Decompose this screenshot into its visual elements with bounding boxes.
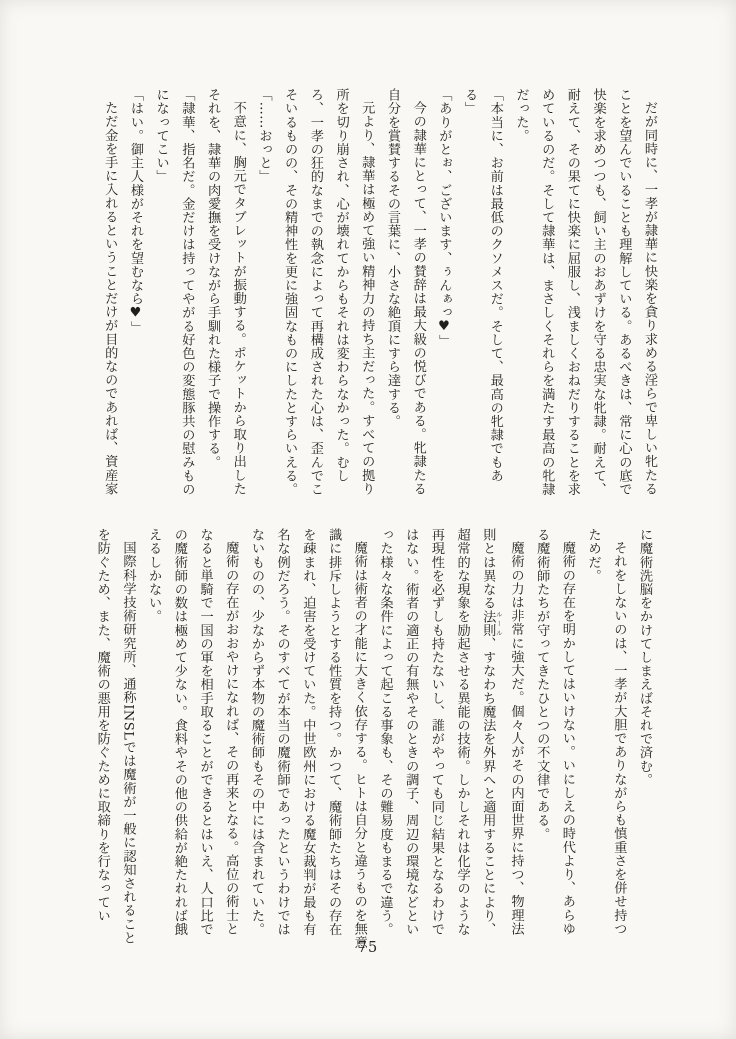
- text-line: に魔術洗脳をかけてしまえばそれで済む。: [637, 528, 652, 787]
- text-line: を疎まれ、迫害を受けていた。中世欧州における魔女裁判が最も有: [300, 528, 316, 936]
- text-block-bottom: [89, 528, 657, 954]
- text-line: だが同時に、一孝が隷華に快楽を貪り求める淫らで卑しい牝たる: [642, 101, 657, 496]
- text-line: を防ぐため、また、魔術の悪用を防ぐために取締りを行なってい: [94, 528, 110, 923]
- text-line: ないものの、少なからず本物の魔術師もその中には含まれていた。: [248, 528, 264, 936]
- text-line: 超常的な現象を励起させる異能の技術。しかしそれは化学のような: [454, 528, 470, 936]
- text-line: 快楽を求めつつも、飼い主のおあずけを守る忠実な牝隷。耐えて、: [590, 88, 606, 496]
- text-line: 国際科学技術研究所、通称INSLでは魔術が一般に認知されること: [120, 541, 136, 945]
- text-line: 名な例だろう。そのすべてが本当の魔術師であったというわけでは: [274, 528, 290, 936]
- text-line: 「ありがとぉ、ございます、ぅんぁっ♥」: [436, 88, 452, 349]
- text-line: 魔術の存在を明かしてはいけない。いにしえの時代より、あらゆ: [559, 541, 575, 936]
- text-line: そいるものの、その精神性を更に強固なものにしたとすらいえる。: [282, 88, 298, 496]
- text-line: の魔術師の数は極めて少ない。食料やその他の供給が絶たれれば餓: [171, 528, 187, 936]
- text-line: 「……おっと」: [256, 88, 272, 184]
- text-line: 所を切り崩され、心が壊れてからもそれは変わらなかった。むし: [333, 88, 349, 483]
- text-line: ただ金を手に入れるということだけが目的なのであれば、資産家: [102, 101, 118, 496]
- text-line: だった。: [513, 88, 529, 143]
- text-line: 魔術の存在がおおやけになれば、その再来となる。高位の術士と: [223, 541, 239, 936]
- text-line: 「本当に、お前は最低のクソメスだ。そして、最高の牝隷でもあ: [487, 88, 503, 483]
- text-line: 耐えて、その果てに快楽に屈服し、浅ましくおねだりすることを求: [564, 88, 580, 496]
- text-line: 「はい。御主人様がそれを望むなら♥」: [127, 88, 143, 335]
- text-line: 再現性を必ずしも持たないし、誰がやっても同じ結果となるわけで: [428, 528, 444, 936]
- text-line: はない。術者の適正の有無やそのときの調子、周辺の環境などとい: [403, 528, 419, 936]
- text-line: それを、隷華の肉愛撫を受けながら手馴れた様子で操作する。: [205, 88, 221, 469]
- page-number: 75: [357, 940, 379, 956]
- text-line: 魔術の力は非常に強大だ。個々人がその内面世界に持つ、物理法: [508, 541, 524, 936]
- text-line: それをしないのは、一孝が大胆でありながらも慎重さを併せ持つ: [611, 541, 627, 936]
- text-line: になってこい」: [153, 88, 169, 184]
- text-line: ろ、一孝の狂的なまでの執念によって再構成された心は、歪んでこ: [307, 88, 323, 496]
- text-block-top: [97, 88, 662, 514]
- text-line: った様々な条件によって起こる事象も、その難易度もまるで違う。: [377, 528, 393, 936]
- text-line: えるしかない。: [146, 528, 162, 624]
- text-line: ためだ。: [585, 528, 601, 583]
- text-line: なると単騎で一国の軍を相手取ることができるとはいえ、人口比で: [197, 528, 213, 936]
- text-line: 則とは異なる法則 ルール、すなわち魔法を外界へと適用することにより、: [480, 528, 503, 937]
- text-line: る」: [462, 88, 478, 116]
- text-line: 不意に、胸元でタブレットが振動する。ポケットから取り出した: [230, 101, 246, 496]
- text-line: 魔術は術者の才能に大きく依存する。ヒトは自分と違うものを無意: [351, 541, 367, 950]
- text-line: 識に排斥しようとする性質を持つ。かつて、魔術師たちはその存在: [326, 528, 342, 936]
- text-line: る魔術師たちが守ってきたひとつの不文律である。: [534, 528, 550, 841]
- text-line: 元より、隷華は極めて強い精神力の持ち主だった。すべての拠り: [359, 101, 375, 496]
- text-line: ことを望んでいることも理解している。あるべきは、常に心の底で: [616, 88, 632, 496]
- text-line: 「隷華、指名だ。金だけは持ってやがる好色の変態豚共の慰みもの: [179, 88, 195, 496]
- text-line: めているのだ。そして隷華は、まさしくそれらを満たす最高の牝隷: [539, 88, 555, 496]
- text-line: 今の隷華にとって、一孝の賛辞は最大級の悦びである。牝隷たる: [410, 101, 426, 496]
- text-line: 自分を賞賛するその言葉に、小さな絶頂にすら達する。: [384, 88, 400, 428]
